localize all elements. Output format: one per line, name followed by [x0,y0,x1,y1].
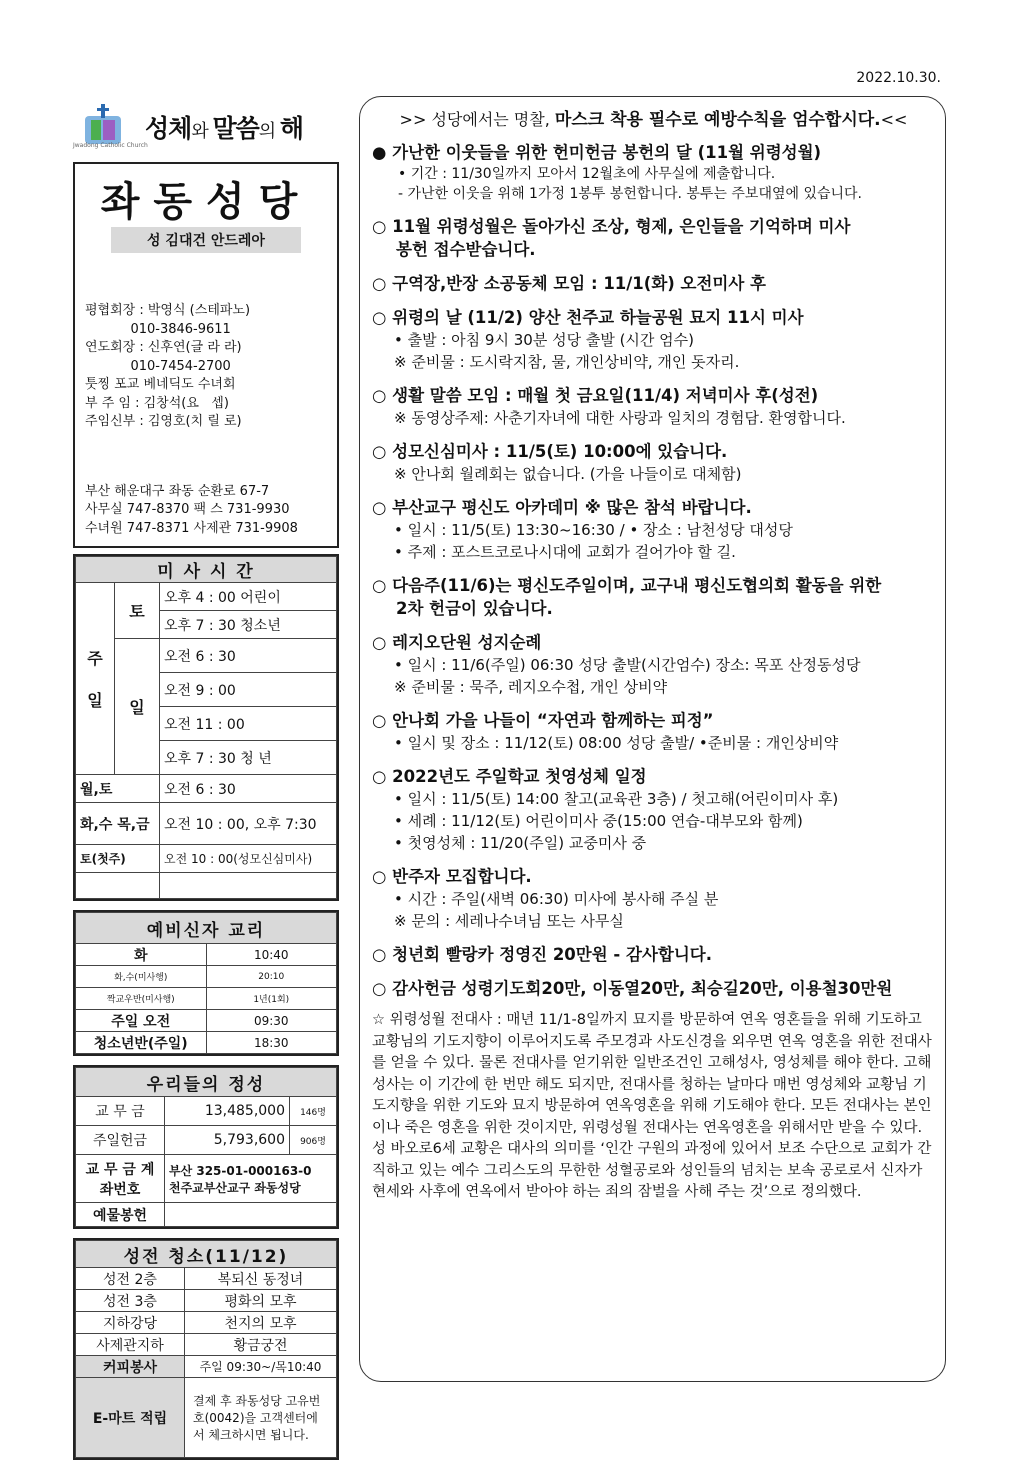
notice-line: ※ 안나회 월례회는 없습니다. (가을 나들이로 대체함) [394,465,742,483]
issue-date: 2022.10.30. [856,70,941,86]
notice-line: • 출발 : 아침 9시 30분 성당 출발 (시간 엄수) [394,331,695,349]
year-title: 성체와 말씀의 해 [145,114,304,143]
notice-line: • 세례 : 11/12(토) 어린이미사 중(15:00 연습-대부모와 함께) [394,812,803,830]
catechumen-table: 예비신자 교리 화 10:40 화,수(미사행) 20:10 짝교우반(미사행) 1년(1회) 주일 오전 09:30 청소년반(주일) 18:30 [73,910,339,1056]
notice-line: ※ 준비물 : 묵주, 레지오수첩, 개인 상비약 [394,678,668,696]
notice-title: ○ 다음주(11/6)는 평신도주일이며, 교구내 평신도협의회 활동을 위한 [372,576,882,595]
mass-title: 미 사 시 간 [76,557,337,583]
notice-title: ● 가난한 이웃들을 위한 헌미헌금 봉헌의 달 (11월 위령성월) [372,143,822,162]
notice-title: ○ 청년회 빨랑카 정영진 20만원 - 감사합니다. [372,945,712,964]
notice-item [372,574,935,620]
notice-line: ※ 동영상주제: 사춘기자녀에 대한 사랑과 일치의 경험담. 환영합니다. [394,409,846,427]
notice-item [372,765,935,854]
mass-time: 오후 7 : 30 청소년 [160,611,337,639]
notice-title: ○ 2022년도 주일학교 첫영성체 일정 [372,767,647,786]
logo-caption: Jwadong Catholic Church [73,142,148,149]
notice-line: • 일시 및 장소 : 11/12(토) 08:00 성당 출발/ •준비물 : 개인상비약 [394,734,839,752]
notice-line: • 시간 : 주일(새벽 06:30) 미사에 봉사해 주실 분 [394,890,719,908]
notice-title: ○ 11월 위령성월은 돌아가신 조상, 형제, 은인들을 기억하며 미사 [372,217,851,236]
mass-time: 오후 7 : 30 청 년 [160,741,337,775]
notice-title: ○ 성모신심미사 : 11/5(토) 10:00에 있습니다. [372,442,728,461]
indulgence-definition: 성 바오로6세 교황은 대사의 의미를 ‘인간 구원의 과정에 있어서 보조 수단으로 교회가 간직하고 있는 예수 그리스도의 무한한 성혈공로와 성인들의 넘치는 보속 공로로서 신자가 현세와 사후에 연옥에서 받아야 하는 죄의 잠벌을 사해 주는 것’으로 정의했다. [372,1141,932,1200]
notice-title: ○ 안나회 가을 나들이 “자연과 함께하는 피정” [372,711,714,730]
mass-schedule: 미 사 시 간 주 일 토 오후 4 : 00 어린이 오후 7 : 30 청소년 일 오전 6 : 30 오전 9 : 00 오전 11 : 00 오후 7 : 30 청 년 월,토 오전 6 : 30 화,수 목,금 오전 10 : 00, 오후 7:30 토(첫주) 오전 10 : 00(성모신심미사) [73,554,339,901]
notice-list [372,141,935,1000]
notice-item [372,865,935,932]
notice-item [372,440,935,485]
notice-title: ○ 부산교구 평신도 아카데미 ※ 많은 참석 바랍니다. [372,498,752,517]
notice-item [372,306,935,373]
notice-item [372,496,935,563]
notice-title: ○ 감사헌금 성령기도회20만, 이동열20만, 최승길20만, 이용철30만원 [372,979,893,998]
year-logo [73,98,339,156]
staff-list: 평협회장 : 박영식 (스테파노) 010-3846-9611 연도회장 : 신후연(글 라 라) 010-7454-2700 툿찡 포교 베네딕도 수녀회 부 주 임 : 김창석(요 셉) 주임신부 : 김영호(치 릴 로) [85,303,251,429]
notice-item [372,272,935,295]
notice-title-cont: 봉헌 접수받습니다. [396,240,536,259]
mass-time: 오전 11 : 00 [160,707,337,741]
church-name: 좌동성당 [100,179,312,225]
notice-title: ○ 위령의 날 (11/2) 양산 천주교 하늘공원 묘지 11시 미사 [372,308,804,327]
indulgence-note: ☆ 위령성월 전대사 : 매년 11/1-8일까지 묘지를 방문하여 연옥 영혼들을 위해 기도하고 교황님의 기도지향이 이루어지도록 주모경과 사도신경을 외우면 연옥 영혼을 위한 전대사를 얻을 수 있다. 물론 전대사를 얻기위한 일반조건인 고해성사, 영성체를 해야 한다. 고해성사는 이 기간에 한 번만 해도 되지만, 전대사를 청하는 날마다 매번 영성체와 교황님 기도지향을 위한 기도와 묘지 방문하여 연옥영혼을 위해 기도해야 한다. 모든 전대사는 본인이나 죽은 영혼을 위한 것이지만, 위령성월 전대사는 연옥영혼을 위해서만 받을 수 있다. [372,1012,932,1136]
offering-table: 우리들의 정성 교 무 금 13,485,000 146명 주일헌금 5,793,600 906명 교 무 금 계좌번호 부산 325-01-000163-0 천주교부산교구 좌동성당 예물봉헌 [73,1065,339,1229]
mass-time: 오전 6 : 30 [160,639,337,673]
church-patron: 성 김대건 안드레아 [111,227,301,253]
notice-line: • 주제 : 포스트코로나시대에 교회가 걸어가야 할 길. [394,543,736,561]
mask-banner: >> 성당에서는 명찰, 마스크 착용 필수로 예방수칙을 엄수합시다.<< [399,110,908,130]
notice-line: • 기간 : 11/30일까지 모아서 12월초에 사무실에 제출합니다. [398,166,776,182]
notice-item [372,141,935,204]
notice-item [372,943,935,966]
notice-line: • 일시 : 11/5(토) 14:00 찰고(교육관 3층) / 첫고해(어린이미사 후) [394,790,839,808]
notice-title-cont: 2차 헌금이 있습니다. [396,599,553,618]
church-address: 부산 해운대구 좌동 순환로 67-7 사무실 747-8370 팩 스 731-9930 수녀원 747-8371 사제관 731-9908 [85,483,298,536]
notice-line: • 일시 : 11/6(주일) 06:30 성당 출발(시간엄수) 장소: 목포 산정동성당 [394,656,861,674]
notice-item [372,977,935,1000]
church-info-box [73,162,339,548]
notice-title: ○ 생활 말씀 모임 : 매월 첫 금요일(11/4) 저녁미사 후(성전) [372,386,819,405]
notice-title: ○ 반주자 모집합니다. [372,867,532,886]
notice-line: ※ 문의 : 세레나수녀님 또는 사무실 [394,912,624,930]
notice-item [372,631,935,698]
notice-panel [359,96,946,1382]
notice-item [372,215,935,261]
notice-line: ※ 준비물 : 도시락지참, 물, 개인상비약, 개인 돗자리. [394,353,740,371]
notice-line: - 가난한 이웃을 위해 1가정 1봉투 봉헌합니다. 봉투는 주보대옆에 있습니다. [398,186,863,202]
mass-time: 오전 9 : 00 [160,673,337,707]
notice-item [372,709,935,754]
cleaning-table: 성전 청소(11/12) 성전 2층 복되신 동정녀 성전 3층 평화의 모후 지하강당 천지의 모후 사제관지하 황금궁전 커피봉사 주일 09:30~/목10:40 E-마트 적립 결제 후 좌동성당 고유번호(0042)을 고객센터에서 체크하시면 됩니다. [73,1238,339,1460]
notice-title: ○ 레지오단원 성지순례 [372,633,542,652]
notice-title: ○ 구역장,반장 소공동체 모임 : 11/1(화) 오전미사 후 [372,274,766,293]
notice-line: • 일시 : 11/5(토) 13:30~16:30 / • 장소 : 남천성당 대성당 [394,521,793,539]
notice-line: • 첫영성체 : 11/20(주일) 교중미사 중 [394,834,647,852]
notice-item [372,384,935,429]
left-column [73,98,339,1460]
mass-time: 오후 4 : 00 어린이 [160,583,337,611]
